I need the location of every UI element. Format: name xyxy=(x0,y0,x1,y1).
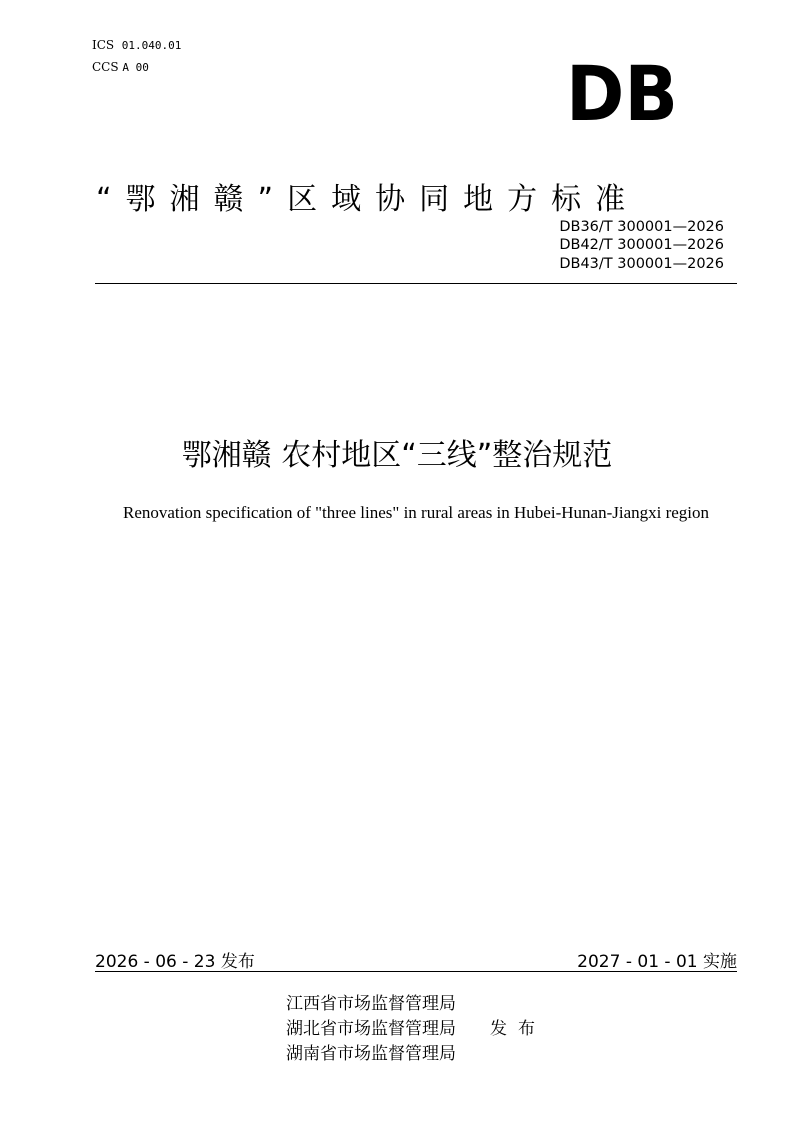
standard-number-hubei: DB42/T 300001—2026 xyxy=(559,237,724,253)
issue-date: 2026 - 06 - 23 发布 xyxy=(95,952,255,972)
document-title-cn: 鄂湘赣 农村地区“三线”整治规范 xyxy=(181,438,613,473)
ccs-classification xyxy=(92,60,149,74)
footer-divider xyxy=(95,971,737,972)
standard-number-jiangxi: DB36/T 300001—2026 xyxy=(559,219,724,235)
standard-type-heading: “鄂湘赣”区域协同地方标准 xyxy=(96,182,640,217)
db-logo-text: DB xyxy=(566,64,678,122)
ics-code: 01.040.01 xyxy=(121,39,182,52)
ics-classification xyxy=(92,38,181,52)
issuer-hunan: 湖南省市场监督管理局 xyxy=(286,1044,456,1064)
publish-label: 发布 xyxy=(490,1019,546,1039)
document-title-en: Renovation specification of "three lines" in rural areas in Hubei-Hunan-Jiangxi region xyxy=(122,503,710,522)
ccs-code: A 00 xyxy=(122,61,149,74)
ics-label: ICS xyxy=(92,38,115,52)
issuer-hubei: 湖北省市场监督管理局 xyxy=(286,1019,456,1039)
implementation-date: 2027 - 01 - 01 实施 xyxy=(577,952,737,972)
db-logo xyxy=(566,64,678,122)
standard-number-hunan: DB43/T 300001—2026 xyxy=(559,256,724,272)
header-divider xyxy=(95,283,737,284)
ccs-label: CCS xyxy=(92,60,119,74)
issuer-jiangxi: 江西省市场监督管理局 xyxy=(286,994,456,1014)
